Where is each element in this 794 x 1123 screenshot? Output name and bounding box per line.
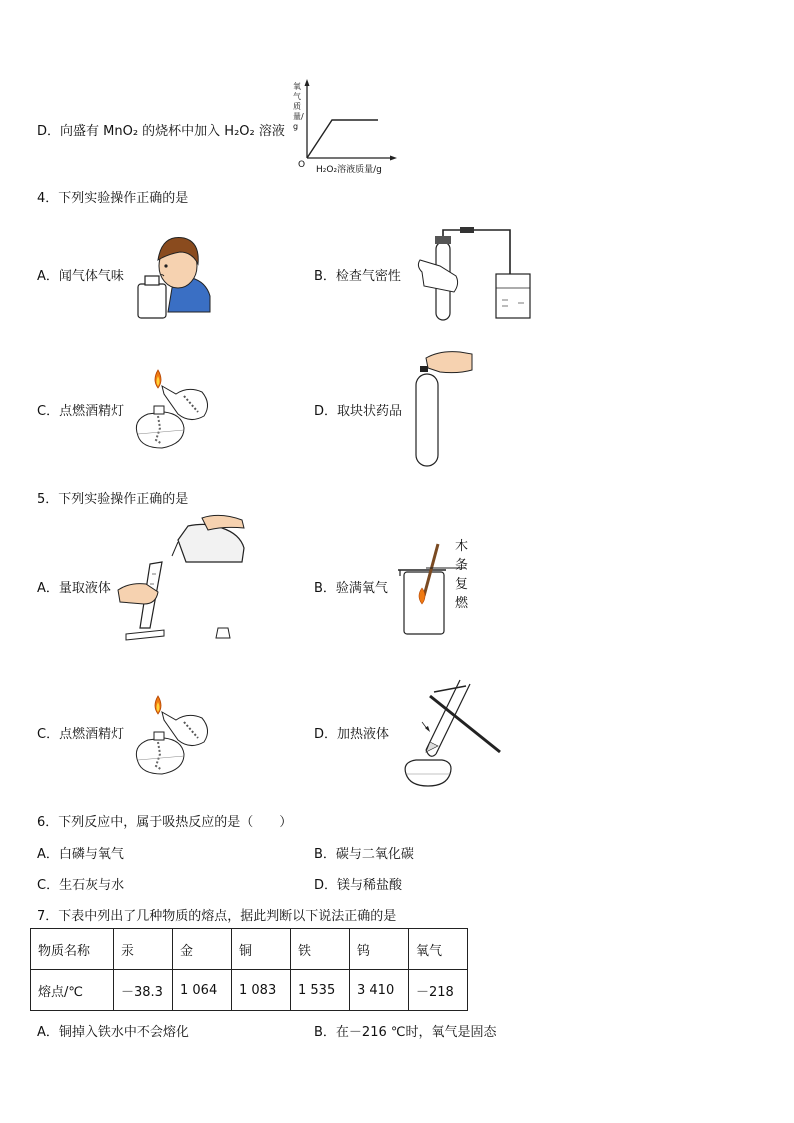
table-cell: 1 083 [232, 970, 291, 1011]
q4-stem: 4．下列实验操作正确的是 [37, 191, 189, 206]
table-header-cell: 铜 [232, 929, 291, 970]
q7-option-b[interactable]: B．在－216 ℃时，氧气是固态 [314, 1025, 497, 1040]
table-header-cell: 铁 [291, 929, 350, 970]
q5-option-d[interactable]: D．加热液体 [314, 727, 390, 742]
graph-x-label: H₂O₂溶液质量/g [316, 165, 382, 175]
annotation-char: 木 [455, 539, 469, 554]
table-cell: 1 535 [291, 970, 350, 1011]
annotation-char: 复 [455, 577, 469, 592]
q7-stem: 7．下表中列出了几种物质的熔点，据此判断以下说法正确的是 [37, 909, 397, 924]
table-row [31, 970, 468, 1011]
q5-option-b[interactable]: B．验满氧气 [314, 581, 388, 596]
table-cell: －38.3 [114, 970, 173, 1011]
table-header-cell: 钨 [350, 929, 409, 970]
oxygen-full-check-illustration [398, 540, 458, 636]
q6-option-a[interactable]: A．白磷与氧气 [37, 847, 124, 862]
annotation-pointer-line [426, 566, 466, 570]
q4-option-a[interactable]: A．闻气体气味 [37, 269, 124, 284]
q5-option-a[interactable]: A．量取液体 [37, 581, 111, 596]
q6-option-c[interactable]: C．生石灰与水 [37, 878, 125, 893]
graph-y-label: 氧气质量/g [293, 82, 304, 131]
take-block-reagent-illustration [410, 350, 474, 468]
q5-option-c[interactable]: C．点燃酒精灯 [37, 727, 125, 742]
q6-stem: 6．下列反应中，属于吸热反应的是（ ） [37, 815, 293, 830]
smell-gas-illustration [136, 226, 214, 320]
q7-option-a[interactable]: A．铜掉入铁水中不会熔化 [37, 1025, 189, 1040]
q6-option-b[interactable]: B．碳与二氧化碳 [314, 847, 414, 862]
q4-option-c[interactable]: C．点燃酒精灯 [37, 404, 125, 419]
airtightness-check-illustration [410, 226, 534, 322]
measure-liquid-illustration [116, 512, 250, 642]
alcohol-lamp-lighting-illustration-2 [128, 690, 218, 776]
table-cell: 3 410 [350, 970, 409, 1011]
alcohol-lamp-lighting-illustration [128, 364, 218, 450]
table-cell: －218 [409, 970, 468, 1011]
table-header-cell: 金 [173, 929, 232, 970]
table-header-cell: 物质名称 [31, 929, 114, 970]
heat-liquid-illustration [390, 678, 506, 790]
q6-option-d[interactable]: D．镁与稀盐酸 [314, 878, 403, 893]
q4-option-d[interactable]: D．取块状药品 [314, 404, 403, 419]
table-cell: 1 064 [173, 970, 232, 1011]
graph-origin-label: O [298, 160, 306, 170]
q5-stem: 5．下列实验操作正确的是 [37, 492, 189, 507]
annotation-char: 燃 [455, 596, 469, 611]
q3-option-d[interactable]: D．向盛有 MnO₂ 的烧杯中加入 H₂O₂ 溶液 [37, 124, 285, 139]
wooden-stick-relight-annotation [455, 537, 468, 613]
table-header-cell: 氧气 [409, 929, 468, 970]
table-cell: 熔点/℃ [31, 970, 114, 1011]
table-header-cell: 汞 [114, 929, 173, 970]
melting-point-table [30, 928, 468, 1011]
table-header-row [31, 929, 468, 970]
q4-option-b[interactable]: B．检查气密性 [314, 269, 401, 284]
annotation-char: 条 [455, 558, 469, 573]
